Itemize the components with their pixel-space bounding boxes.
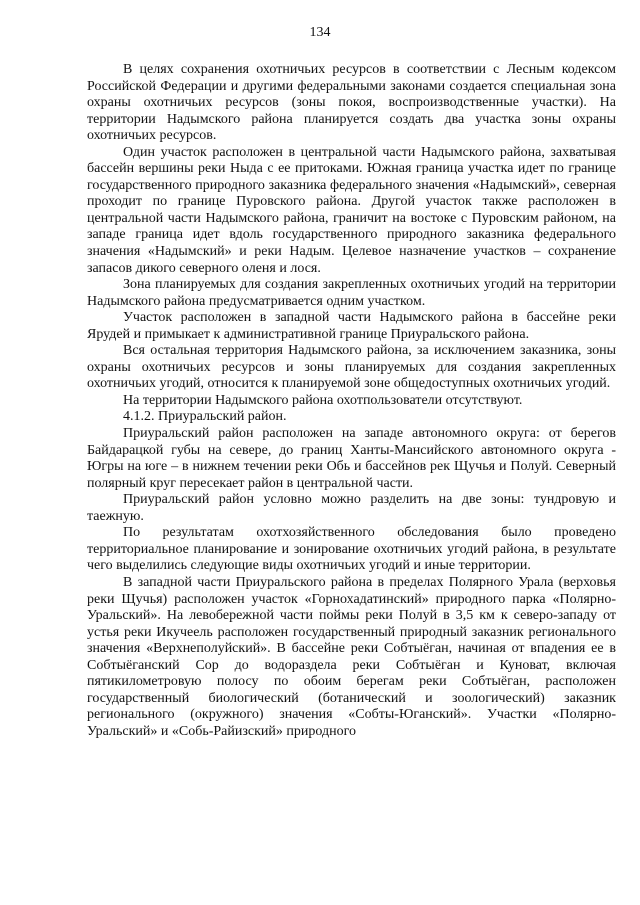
paragraph-public-grounds: Вся остальная территория Надымского района, за исключением заказника, зоны охраны охотничьих ресурсов и зоны планируемых для создания закрепленных охотничьих угодий, относится к планируемой зоне общедоступных охотничьих угодий. <box>87 343 616 392</box>
paragraph-yarudey-plot: Участок расположен в западной части Надымского района в бассейне реки Ярудей и примыкает к административной границе Приуральского района. <box>87 310 616 342</box>
section-heading-priuralsky: 4.1.2. Приуральский район. <box>123 409 287 425</box>
paragraph-no-hunting-users: На территории Надымского района охотпользователи отсутствуют. <box>123 392 523 408</box>
paragraph-protection-plots: Один участок расположен в центральной части Надымского района, захватывая бассейн вершины реки Ныда с ее притоками. Южная граница участка идет по границе государственного природного заказника федерального значения «Надымский», северная проходит по границе Пуровского района. Другой участок также расположен в центральной части Надымского района, граничит на востоке с Пуровским районом, на западе граница идет вдоль государственного природного заказника федерального значения «Надымский» и реки Надым. Целевое назначение участков – сохранение запасов дикого северного оленя и лося. <box>87 144 616 276</box>
paragraph-planned-fixed-grounds: Зона планируемых для создания закрепленных охотничьих угодий на территории Надымского района предусматривается одним участком. <box>87 277 616 309</box>
paragraph-protected-areas: В западной части Приуральского района в пределах Полярного Урала (верховья реки Щучья) расположен участок «Горнохадатинский» природного парка «Полярно-Уральский». На левобережной части поймы реки Полуй в 3,5 км к северо-западу от устья реки Икучеель расположен государственный природный заказник регионального значения «Верхнеполуйский». В бассейне реки Собтыёган, начиная от впадения ее в Собтыёганский Сор до водораздела реки Собтыёган и Куноват, включая пятикилометровую полосу по обоим берегам реки Собтыёган, расположен государственный биологический (ботанический и зоологический) заказник регионального (окружного) значения «Собты-Юганский». Участки «Полярно-Уральский» и «Собь-Райизский» природного <box>87 574 616 739</box>
paragraph-priuralsky-location: Приуральский район расположен на западе автономного округа: от берегов Байдарацкой губы на севере, до границ Ханты-Мансийского автономного округа - Югры на юге – в нижнем течении реки Обь и бассейнов рек Щучья и Полуй. Северный полярный круг пересекает район в центральной части. <box>87 426 616 491</box>
paragraph-survey-results: По результатам охотхозяйственного обследования было проведено территориальное планирование и зонирование охотничьих угодий района, в результате чего выделились следующие виды охотничьих угодий и иные территории. <box>87 525 616 574</box>
body-text <box>87 62 616 740</box>
paragraph-priuralsky-zones: Приуральский район условно можно разделить на две зоны: тундровую и таежную. <box>87 492 616 524</box>
page-number: 134 <box>309 25 331 40</box>
paragraph-hunting-protection-zone: В целях сохранения охотничьих ресурсов в соответствии с Лесным кодексом Российской Федерации и другими федеральными законами создается специальная зона охраны охотничьих ресурсов (зоны покоя, воспроизводственные участки). На территории Надымского района планируется создать два участка зоны охраны охотничьих ресурсов. <box>87 62 616 144</box>
